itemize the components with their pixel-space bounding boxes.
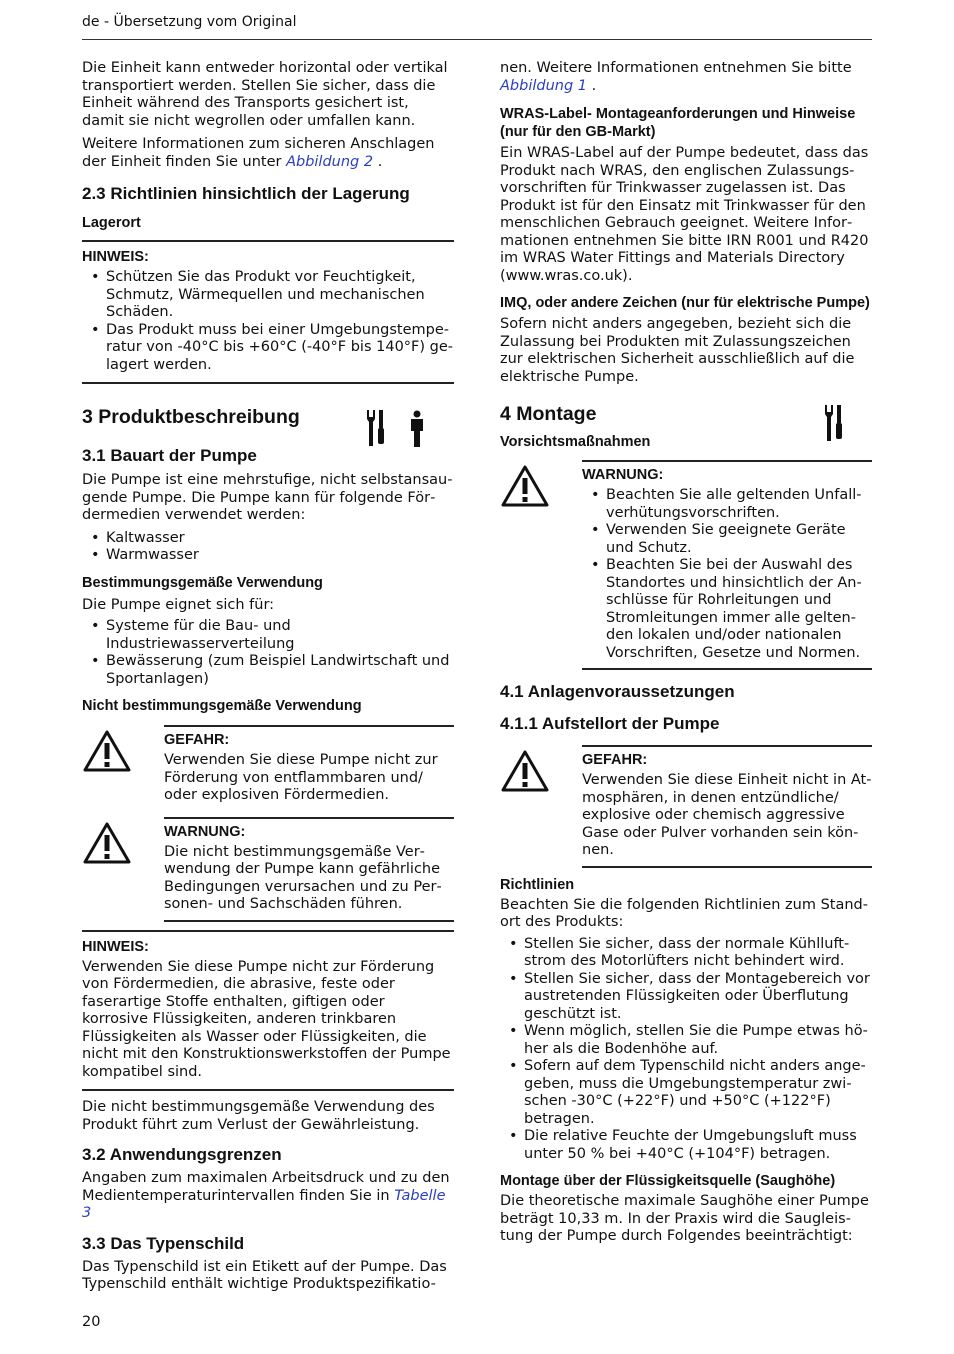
gefahr-admonition: [82, 725, 454, 811]
richtlinien-paragraph: Beachten Sie die folgenden Richtlinien zum Standort des Produkts:: [500, 896, 868, 930]
warnung-admonition: [500, 460, 872, 670]
person-icon: [406, 410, 428, 452]
section-4-title: 4 Montage: [500, 403, 597, 425]
hinweis-usage-text: Verwenden Sie diese Pumpe nicht zur Förderung von Fördermedien, die abrasive, feste oder faserartige Stoffe enthalten, giftigen oder korrosive Flüssigkeiten, anderen trinkbaren Flüssigkeiten als Wasser oder Flüssigkeiten, die nicht mit den Konstruktionswerkstoffen der Pumpe kompatibel sind.: [82, 958, 451, 1080]
section-3-title: 3 Produktbeschreibung: [82, 406, 300, 428]
saughoehe-paragraph: Die theoretische maximale Saughöhe einer Pumpe beträgt 10,33 m. In der Praxis wird die Saugleistung der Pumpe durch Folgendes beeinträchtigt:: [500, 1193, 869, 1244]
warnung-admonition: [82, 817, 454, 922]
list-item: • Sofern auf dem Typenschild nicht anders angegeben, muss die Umgebungstemperatur zwischen -30°C (+22°F) und +50°C (+122°F) betragen.: [500, 1058, 872, 1128]
hinweis-storage-box: [82, 240, 454, 384]
lagerort-label: Lagerort: [82, 215, 141, 231]
anschlagen-paragraph: Weitere Informationen zum sicheren Anschlagen der Einheit finden Sie unter Abbildung 2 .: [82, 136, 435, 170]
warning-triangle-icon: [82, 850, 132, 869]
imq-heading: IMQ, oder andere Zeichen (nur für elektrische Pumpe): [500, 295, 870, 311]
list-item: • Beachten Sie alle geltenden Unfallverhütungsvorschriften.: [582, 487, 872, 522]
list-item: • Die relative Feuchte der Umgebungsluft muss unter 50 % bei +40°C (+104°F) betragen.: [500, 1128, 872, 1163]
section-4-1-title: 4.1 Anlagenvoraussetzungen: [500, 682, 735, 701]
section-3-1-title: 3.1 Bauart der Pumpe: [82, 446, 257, 465]
gefahr-admonition: [500, 745, 872, 868]
tools-icon: [364, 410, 386, 452]
header-divider: [82, 39, 872, 40]
bestimmung-paragraph: Die Pumpe eignet sich für:: [82, 596, 275, 613]
list-item: • Bewässerung (zum Beispiel Landwirtschaft und Sportanlagen): [82, 653, 454, 688]
warning-triangle-icon: [82, 758, 132, 777]
warnung-label: WARNUNG:: [164, 823, 246, 840]
continuation-paragraph: nen. Weitere Informationen entnehmen Sie bitte Abbildung 1 .: [500, 60, 852, 94]
warnung-list: [582, 487, 872, 662]
richtlinien-list: [500, 936, 872, 1164]
storage-list: [82, 269, 454, 374]
imq-paragraph: Sofern nicht anders angegeben, bezieht sich die Zulassung bei Produkten mit Zulassungszeichen zur elektrischen Sicherheit ausschließlich auf die elektrische Pumpe.: [500, 316, 855, 385]
gefahr-label: GEFAHR:: [582, 752, 648, 768]
wras-paragraph: Ein WRAS-Label auf der Pumpe bedeutet, dass das Produkt nach WRAS, den englischen Zulassungsvorschriften für Trinkwasser zugelassen ist. Das Produkt ist für den Einsatz mit Trinkwasser für den menschlichen Gebrauch geeignet. Weitere Informationen entnehmen Sie bitte IRN R001 und R420 im WRAS Water Fittings and Materials Directory (www.wras.co.uk).: [500, 145, 869, 284]
vorsicht-label: Vorsichtsmaßnahmen: [500, 434, 651, 450]
tabelle-3-link[interactable]: Tabelle 3: [82, 1187, 446, 1221]
gefahr-text: Verwenden Sie diese Pumpe nicht zur Förderung von entflammbaren und/ oder explosiven Fördermedien.: [164, 752, 438, 803]
list-item: • Warmwasser: [82, 547, 454, 565]
list-item: • Kaltwasser: [82, 530, 454, 548]
warnung-text: Die nicht bestimmungsgemäße Verwendung der Pumpe kann gefährliche Bedingungen verursachen und zu Personen- und Sachschäden führen.: [164, 843, 442, 912]
wras-label-heading: WRAS-Label- Montageanforderungen und Hinweise (nur für den GB-Markt): [500, 106, 856, 140]
typenschild-paragraph: Das Typenschild ist ein Etikett auf der Pumpe. Das Typenschild enthält wichtige Produktspezifikatio-: [82, 1258, 447, 1292]
transport-paragraph: Die Einheit kann entweder horizontal oder vertikal transportiert werden. Stellen Sie sicher, dass die Einheit während des Transports gesichert ist, damit sie nicht wegrollen oder umfallen kann.: [82, 60, 448, 129]
richtlinien-label: Richtlinien: [500, 876, 575, 893]
warning-triangle-icon: [500, 493, 550, 512]
right-column: [500, 60, 872, 1246]
bauart-paragraph: Die Pumpe ist eine mehrstufige, nicht selbstansaugende Pumpe. Die Pumpe kann für folgende Fördermedien verwendet werden:: [82, 472, 453, 523]
hinweis-usage-box: [82, 930, 454, 1092]
medien-list: [82, 530, 454, 565]
hinweis-label: HINWEIS:: [82, 249, 149, 265]
section-3-2-title: 3.2 Anwendungsgrenzen: [82, 1145, 282, 1164]
list-item: • Beachten Sie bei der Auswahl des Standortes und hinsichtlich der Anschlüsse für Rohrleitungen und Stromleitungen immer alle geltenden lokalen und/oder nationalen Vorschriften, Gesetze und Normen.: [582, 557, 872, 662]
warning-triangle-icon: [500, 778, 550, 797]
gefahr-label: GEFAHR:: [164, 732, 230, 748]
section-3-3-title: 3.3 Das Typenschild: [82, 1233, 245, 1253]
list-item: • Stellen Sie sicher, dass der Montagebereich vor austretenden Flüssigkeiten oder Überflutung geschützt ist.: [500, 971, 872, 1024]
gewaehrleistung-paragraph: Die nicht bestimmungsgemäße Verwendung des Produkt führt zum Verlust der Gewährleistung.: [82, 1099, 435, 1133]
abbildung-1-link[interactable]: Abbildung 1: [500, 77, 588, 94]
list-item: • Schützen Sie das Produkt vor Feuchtigkeit, Schmutz, Wärmequellen und mechanischen Schäden.: [82, 269, 454, 322]
list-item: • Systeme für die Bau- und Industriewasserverteilung: [82, 618, 454, 653]
list-item: • Wenn möglich, stellen Sie die Pumpe etwas höher als die Bodenhöhe auf.: [500, 1023, 872, 1058]
list-item: • Verwenden Sie geeignete Geräte und Schutz.: [582, 522, 872, 557]
left-column: [82, 60, 454, 1294]
list-item: • Das Produkt muss bei einer Umgebungstemperatur von -40°C bis +60°C (-40°F bis 140°F) gelagert werden.: [82, 322, 454, 375]
list-item: • Stellen Sie sicher, dass der normale Kühlluftstrom des Motorlüfters nicht behindert wird.: [500, 936, 872, 971]
section-4-1-1-title: 4.1.1 Aufstellort der Pumpe: [500, 714, 720, 733]
tools-icon: [822, 405, 844, 447]
hinweis-label: HINWEIS:: [82, 938, 149, 955]
saughoehe-label: Montage über der Flüssigkeitsquelle (Saughöhe): [500, 1173, 836, 1189]
bestimmung-list: [82, 618, 454, 688]
abbildung-2-link[interactable]: Abbildung 2: [286, 153, 374, 170]
gefahr-text: Verwenden Sie diese Einheit nicht in Atmosphären, in denen entzündliche/ explosive oder chemisch aggressive Gase oder Pulver vorhanden sein können.: [582, 772, 872, 858]
section-2-3-title: 2.3 Richtlinien hinsichtlich der Lagerung: [82, 184, 410, 203]
anwendungsgrenzen-paragraph: Angaben zum maximalen Arbeitsdruck und zu den Medientemperaturintervallen finden Sie in Tabelle 3: [82, 1170, 450, 1221]
warnung-label: WARNUNG:: [582, 467, 664, 483]
page-header: de - Übersetzung vom Original: [82, 14, 297, 30]
nicht-bestimmung-label: Nicht bestimmungsgemäße Verwendung: [82, 698, 362, 714]
bestimmung-label: Bestimmungsgemäße Verwendung: [82, 574, 323, 591]
page-number: 20: [82, 1314, 101, 1330]
